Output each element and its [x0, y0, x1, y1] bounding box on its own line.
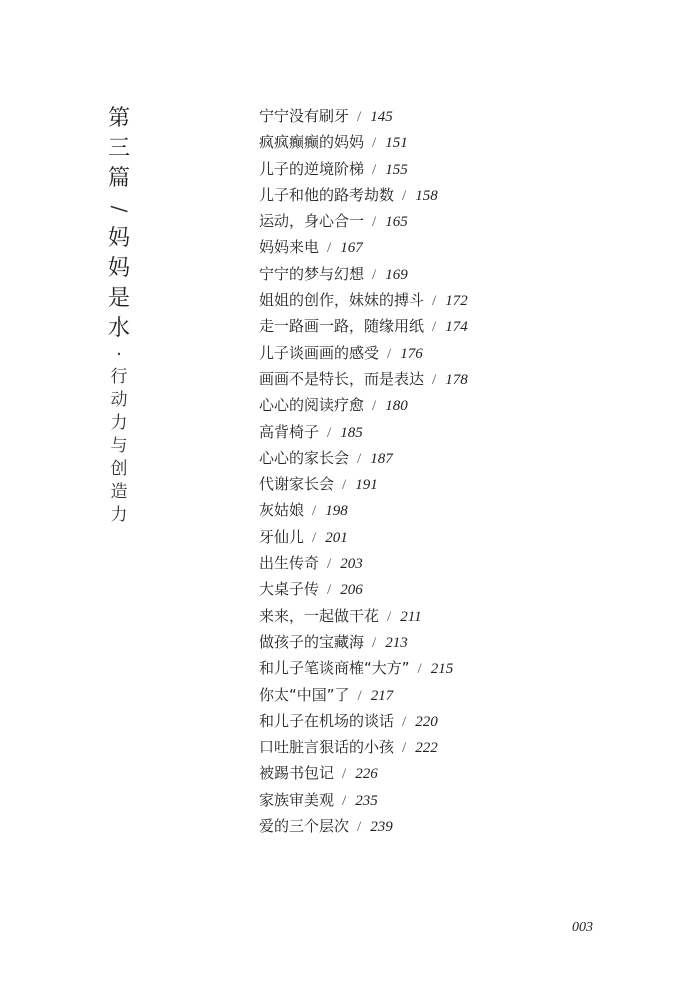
toc-entry[interactable] — [259, 156, 468, 182]
toc-entry[interactable] — [259, 682, 468, 708]
toc-entry-separator: / — [372, 398, 377, 415]
toc-entry-page: 158 — [415, 187, 438, 204]
part-label-char: 三 — [107, 136, 130, 161]
table-of-contents — [259, 103, 468, 839]
toc-entry-title: 妈妈来电 — [259, 238, 320, 257]
toc-entry[interactable] — [259, 366, 468, 392]
toc-entry[interactable] — [259, 655, 468, 681]
toc-entry[interactable] — [259, 576, 468, 602]
toc-entry-title: 出生传奇 — [259, 554, 320, 573]
toc-entry-separator: / — [327, 556, 332, 573]
toc-entry-separator: / — [327, 240, 332, 257]
toc-entry[interactable] — [259, 813, 468, 839]
toc-entry-page: 217 — [370, 687, 394, 704]
toc-entry-separator: / — [357, 687, 362, 704]
toc-entry[interactable] — [259, 734, 468, 760]
toc-entry[interactable] — [259, 760, 468, 786]
toc-entry-page: 165 — [385, 214, 408, 231]
toc-entry-separator: / — [372, 634, 377, 651]
toc-entry[interactable] — [259, 392, 468, 418]
toc-entry-title: 和儿子笔谈商榷“大方” — [259, 659, 410, 678]
part-separator: / — [107, 205, 131, 213]
toc-entry-page: 172 — [445, 293, 468, 310]
toc-entry-separator: / — [342, 766, 347, 783]
toc-entry-title: 儿子和他的路考劫数 — [259, 185, 395, 204]
toc-entry-title: 画画不是特长，而是表达 — [259, 369, 425, 388]
toc-entry-title: 做孩子的宝藏海 — [259, 632, 365, 651]
toc-entry[interactable] — [259, 603, 468, 629]
part-subtitle-char: 力 — [110, 505, 128, 525]
toc-entry-page: 235 — [355, 792, 378, 809]
toc-entry[interactable] — [259, 340, 468, 366]
toc-entry-title: 高背椅子 — [259, 422, 320, 441]
toc-entry-title: 心心的阅读疗愈 — [259, 396, 365, 415]
toc-entry-separator: / — [357, 109, 362, 125]
toc-entry-title: 被踢书包记 — [259, 764, 335, 783]
toc-entry-page: 145 — [370, 109, 393, 125]
toc-entry[interactable] — [259, 550, 468, 576]
toc-entry-separator: / — [432, 319, 437, 336]
toc-entry-title: 宁宁的梦与幻想 — [259, 264, 365, 283]
toc-entry[interactable] — [259, 524, 468, 550]
part-title-char: 妈 — [107, 226, 130, 251]
toc-entry-separator: / — [432, 293, 437, 310]
part-subtitle-char: 力 — [110, 413, 128, 433]
toc-entry[interactable] — [259, 497, 468, 523]
toc-entry-title: 宁宁没有刷牙 — [259, 107, 350, 125]
toc-entry[interactable] — [259, 471, 468, 497]
toc-entry-page: 174 — [445, 319, 468, 336]
part-subtitle-char: 动 — [110, 390, 128, 410]
toc-entry-page: 180 — [385, 398, 408, 415]
toc-entry-page: 155 — [385, 161, 408, 178]
toc-entry-title: 来来，一起做干花 — [259, 606, 380, 625]
toc-entry-title: 和儿子在机场的谈话 — [259, 711, 395, 730]
part-subtitle-char: 行 — [110, 367, 128, 387]
part-subtitle-char: 造 — [110, 482, 128, 502]
toc-entry-title: 代谢家长会 — [259, 475, 335, 494]
part-title-char: 是 — [107, 286, 130, 311]
toc-entry-title: 心心的家长会 — [259, 448, 350, 467]
toc-entry-page: 185 — [340, 424, 363, 441]
toc-entry-title: 你太“中国”了 — [259, 685, 350, 704]
toc-entry-page: 226 — [355, 766, 378, 783]
toc-entry[interactable] — [259, 629, 468, 655]
toc-entry[interactable] — [259, 787, 468, 813]
toc-entry[interactable] — [259, 103, 468, 129]
toc-entry[interactable] — [259, 234, 468, 260]
toc-entry-title: 儿子谈画画的感受 — [259, 343, 380, 362]
toc-entry-page: 198 — [325, 503, 348, 520]
toc-entry-separator: / — [372, 214, 377, 231]
part-title-char: 水 — [107, 316, 130, 341]
toc-entry[interactable] — [259, 182, 468, 208]
toc-entry[interactable] — [259, 129, 468, 155]
toc-entry[interactable] — [259, 208, 468, 234]
toc-entry[interactable] — [259, 261, 468, 287]
toc-entry-separator: / — [327, 424, 332, 441]
part-label-char: 篇 — [107, 166, 130, 191]
toc-entry-page: 215 — [430, 661, 454, 678]
toc-entry-page: 176 — [400, 345, 423, 362]
part-label-char: 第 — [107, 106, 130, 131]
toc-entry-page: 239 — [370, 819, 393, 836]
toc-entry-title: 灰姑娘 — [259, 501, 305, 520]
toc-entry-separator: / — [372, 161, 377, 178]
toc-entry-page: 211 — [400, 608, 422, 625]
toc-entry-separator: / — [312, 503, 317, 520]
toc-entry-title: 姐姐的创作，妹妹的搏斗 — [259, 291, 425, 310]
part-subtitle-char: 创 — [110, 459, 128, 479]
toc-entry-title: 大桌子传 — [259, 580, 320, 599]
toc-entry-separator: / — [357, 450, 362, 467]
toc-entry-separator: / — [327, 582, 332, 599]
toc-entry-title: 疯疯癫癫的妈妈 — [259, 133, 365, 152]
toc-entry[interactable] — [259, 287, 468, 313]
page-number: 003 — [572, 920, 593, 935]
toc-entry-title: 牙仙儿 — [259, 527, 305, 546]
toc-entry-separator: / — [402, 740, 407, 757]
toc-entry-page: 220 — [415, 713, 438, 730]
toc-entry-page: 169 — [385, 266, 408, 283]
toc-entry-page: 178 — [445, 371, 468, 388]
toc-entry-title: 儿子的逆境阶梯 — [259, 159, 365, 178]
toc-entry-title: 家族审美观 — [259, 790, 335, 809]
toc-entry-separator: / — [432, 371, 437, 388]
part-subtitle-char: 与 — [110, 436, 128, 456]
toc-entry-title: 口吐脏言狠话的小孩 — [259, 738, 395, 757]
part-title-char: 妈 — [107, 256, 130, 281]
toc-entry-separator: / — [357, 819, 362, 836]
toc-entry-page: 191 — [355, 477, 378, 494]
toc-entry-separator: / — [402, 713, 407, 730]
toc-entry-separator: / — [402, 187, 407, 204]
toc-entry-page: 151 — [385, 135, 408, 152]
toc-entry-page: 206 — [340, 582, 363, 599]
toc-entry-separator: / — [342, 477, 347, 494]
toc-entry-separator: / — [372, 266, 377, 283]
toc-entry-title: 运动，身心合一 — [259, 212, 365, 231]
toc-entry-separator: / — [312, 529, 317, 546]
toc-entry-separator: / — [387, 345, 392, 362]
toc-entry-page: 167 — [340, 240, 363, 257]
toc-entry-title: 走一路画一路，随缘用纸 — [259, 317, 425, 336]
toc-entry-separator: / — [387, 608, 392, 625]
toc-entry-page: 213 — [385, 634, 408, 651]
toc-entry-page: 203 — [340, 556, 363, 573]
toc-entry[interactable] — [259, 445, 468, 471]
toc-entry[interactable] — [259, 419, 468, 445]
toc-entry[interactable] — [259, 708, 468, 734]
toc-entry-page: 222 — [415, 740, 438, 757]
toc-entry-separator: / — [372, 135, 377, 152]
part-title-dot: · — [116, 344, 122, 365]
part-heading — [102, 104, 136, 527]
toc-entry-separator: / — [342, 792, 347, 809]
toc-entry-page: 201 — [325, 529, 348, 546]
toc-entry[interactable] — [259, 313, 468, 339]
toc-entry-separator: / — [417, 661, 422, 678]
toc-entry-title: 爱的三个层次 — [259, 817, 350, 836]
toc-entry-page: 187 — [370, 450, 393, 467]
